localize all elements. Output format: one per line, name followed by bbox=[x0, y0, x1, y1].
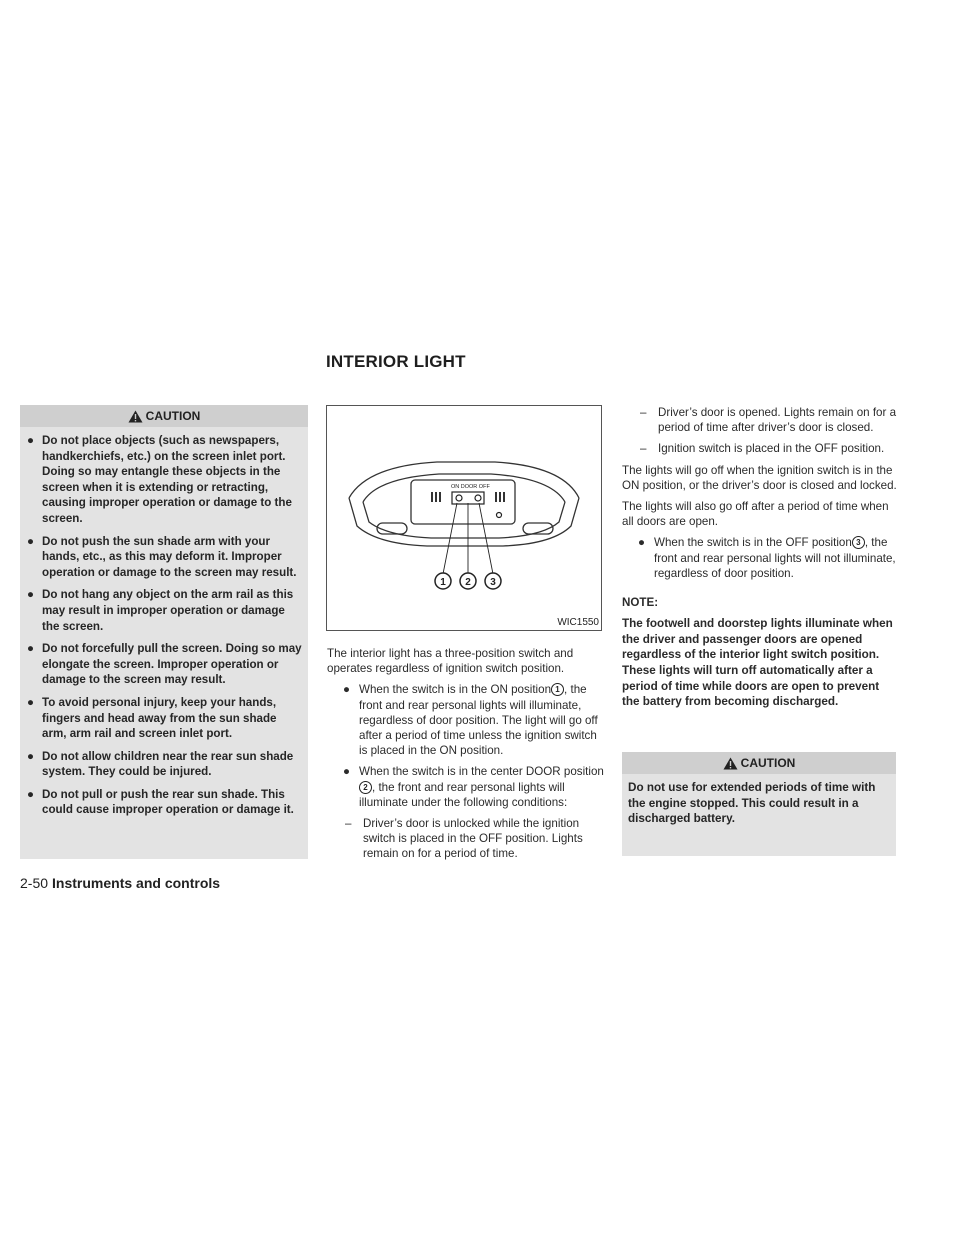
caution-item: ● To avoid personal injury, keep your hands, fingers and head away from the sun shade arm, arm rail and screen inlet port. bbox=[27, 695, 277, 741]
caution-heading: CAUTION bbox=[740, 756, 796, 770]
bullet-icon: ● bbox=[27, 695, 35, 709]
caution-box-right bbox=[622, 752, 896, 856]
paragraph: The lights will go off when the ignition switch is in the ON position, or the driver’s door is closed and locked. bbox=[622, 463, 897, 492]
middle-column bbox=[327, 646, 605, 868]
condition-item: – Ignition switch is placed in the OFF position. bbox=[640, 442, 885, 456]
bullet-off-position: ● When the switch is in the OFF position 3 , the front and rear personal lights will not illuminate, regardless of door position. bbox=[638, 536, 896, 580]
note-heading: NOTE: bbox=[622, 596, 659, 610]
callout-ref-2: 2 bbox=[359, 781, 372, 794]
caution-body: Do not use for extended periods of time with the engine stopped. This could result in a discharged battery. bbox=[628, 781, 876, 826]
interior-light-figure bbox=[326, 405, 602, 631]
intro-paragraph: The interior light has a three-position switch and operates regardless of ignition switch position. bbox=[327, 647, 574, 676]
callout-ref-1: 1 bbox=[551, 683, 564, 696]
callout-ref-3: 3 bbox=[852, 536, 865, 549]
page-footer bbox=[20, 875, 220, 891]
caution-item: ● Do not pull or push the rear sun shade. This could cause improper operation or damage it. bbox=[27, 787, 294, 817]
warning-icon bbox=[128, 410, 143, 423]
right-column bbox=[622, 405, 898, 716]
caution-item: ● Do not place objects (such as newspapers, handkerchiefs, etc.) on the screen inlet port. Doing so may entangle these objects in the screen when it is extending or retracting, causing improper operation or damage to the screen. bbox=[27, 434, 292, 525]
overhead-console-illustration bbox=[327, 406, 601, 630]
caution-item: ● Do not allow children near the rear sun shade system. They could be injured. bbox=[27, 749, 294, 779]
bullet-icon: ● bbox=[638, 536, 646, 550]
callout-1 bbox=[435, 573, 451, 589]
caution-list bbox=[20, 427, 308, 818]
bullet-icon: ● bbox=[27, 534, 35, 548]
switch-positions-label: ON DOOR OFF bbox=[451, 484, 490, 490]
caution-item: ● Do not push the sun shade arm with your hands, etc., as this may deform it. Improper operation or damage to the screen may result. bbox=[27, 534, 297, 579]
dash-icon: – bbox=[640, 406, 647, 419]
figure-label: WIC1550 bbox=[557, 617, 599, 628]
bullet-door-position: ● When the switch is in the center DOOR position2 , the front and rear personal lights will illuminate under the following conditions: bbox=[343, 765, 604, 809]
bullet-icon: ● bbox=[27, 642, 35, 656]
caution-item: ● Do not forcefully pull the screen. Doing so may elongate the screen. Improper operation or damage to the screen may result. bbox=[27, 642, 302, 687]
svg-text:2: 2 bbox=[465, 577, 471, 588]
dash-icon: – bbox=[345, 817, 352, 831]
callout-3 bbox=[485, 573, 501, 589]
caution-box-left bbox=[20, 405, 308, 859]
bullet-icon: ● bbox=[343, 683, 351, 697]
svg-text:1: 1 bbox=[440, 577, 446, 588]
caution-header bbox=[622, 752, 896, 774]
note-body: The footwell and doorstep lights illuminate when the driver and passenger doors are opened regardless of the interior light switch position. These lights will turn off automatically after a period of time while doors are open to prevent the battery from becoming discharged. bbox=[622, 617, 893, 709]
caution-header bbox=[20, 405, 308, 427]
callout-2 bbox=[460, 573, 476, 589]
bullet-icon: ● bbox=[27, 749, 35, 763]
bullet-on-position: ● When the switch is in the ON position 1 , the front and rear personal lights will illuminate, regardless of door position. The light will go off after a period of time unless the ignition switch is placed in the ON position. bbox=[343, 683, 598, 758]
condition-item: – Driver’s door is opened. Lights remain on for a period of time after driver’s door is closed. bbox=[640, 406, 897, 435]
condition-item: – Driver’s door is unlocked while the ignition switch is placed in the OFF position. Lights remain on for a period of time. bbox=[345, 817, 583, 861]
page-title: INTERIOR LIGHT bbox=[326, 352, 466, 371]
dash-icon: – bbox=[640, 442, 647, 456]
bullet-icon: ● bbox=[343, 765, 351, 779]
paragraph: The lights will also go off after a period of time when all doors are open. bbox=[622, 500, 889, 529]
bullet-icon: ● bbox=[27, 787, 35, 801]
page-number: 2-50 bbox=[20, 875, 49, 891]
bullet-icon: ● bbox=[27, 434, 35, 447]
svg-text:3: 3 bbox=[490, 577, 496, 588]
section-name: Instruments and controls bbox=[52, 875, 221, 891]
caution-item: ● Do not hang any object on the arm rail as this may result in improper operation or damage the screen. bbox=[27, 588, 294, 633]
caution-heading: CAUTION bbox=[145, 409, 201, 423]
bullet-icon: ● bbox=[27, 588, 35, 602]
warning-icon bbox=[723, 757, 738, 770]
